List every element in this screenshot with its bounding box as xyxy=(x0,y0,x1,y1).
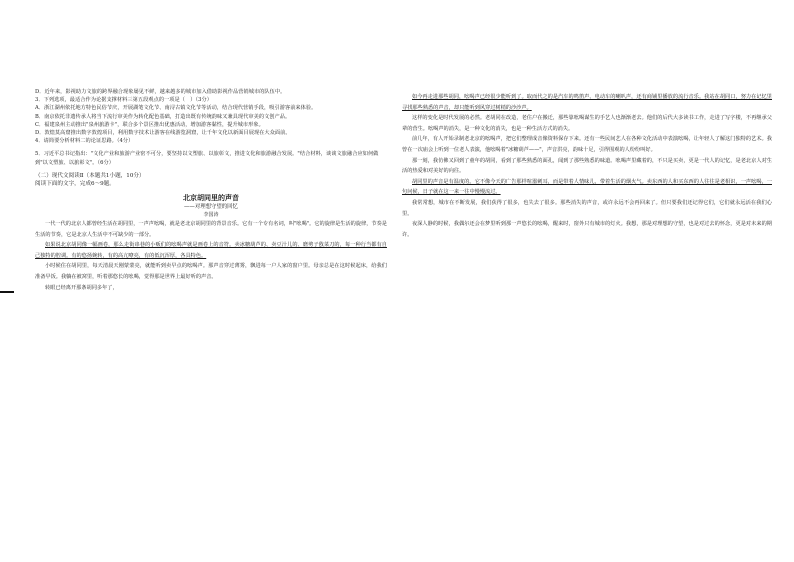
option-a: A．浙江湖州依托地方特色民俗节庆，开展湖笔文化节、南浔古镇文化节等活动，结合现代营销手段，吸引游客前来体验。 xyxy=(35,105,317,112)
option-d: D．敦煌莫高窟推出数字敦煌项目，利用数字技术让游客在线游览洞窟，让千年文化以新面目展现在大众面前。 xyxy=(35,130,291,137)
margin-mark xyxy=(0,291,14,293)
article-paragraph: 如果说北京胡同像一幅画卷，那么走街串巷的小贩们的吆喝声就是画卷上的音符。卖冰糖葫芦的、卖豆汁儿的、磨剪子戗菜刀的，每一种行当都有自己独特的腔调。有的悠扬婉转，有的高亢嘹亮，有的低沉浑厚，各具特色。 xyxy=(35,242,387,259)
question-text: 3．下列选项，最适合作为论据支撑材料三第五段观点的一项是（ ）（3分） xyxy=(35,97,212,104)
article-paragraph: 夜深人静的时候，我偶尔还会在梦里听到那一声悠长的吆喝，醒来时，窗外只有城市的灯火。我想，那是对理想的守望，也是对过去的怀念，更是对未来的期许。 xyxy=(402,221,772,238)
question-text: 5．习近平总书记指出："文化产业和旅游产业密不可分，要坚持以文塑旅、以旅彰文，推进文化和旅游融合发展。"结合材料，谈谈文旅融合应如何做到"以文塑旅、以旅彰文"。（6分） xyxy=(35,151,379,166)
article-paragraph: 小时候住在胡同里，每天清晨天刚蒙蒙亮，就能听到卖早点的吆喝声。那声音穿过薄雾，飘进每一户人家的窗户里。母亲总是在这时候起床，给我们准备早饭。我躺在被窝里，听着那悠长的吆喝，觉得那是世界上最好听的声音。 xyxy=(35,263,387,280)
question-text: 4．请简要分析材料二的论证思路。（4分） xyxy=(35,138,134,145)
question-text: D．近年来，影视助力文旅的跨界融合现象屡见不鲜，越来越多的城市加入借助影视作品营销城市的队伍中。 xyxy=(35,89,286,95)
article-paragraph: 一代一代的北京人都曾经生活在胡同里，一声声吆喝，就是老北京胡同里的背景音乐。它有一个专有名词，叫"吆喝"。它的旋律是生活的旋律，节奏是生活的节奏，它是北京人生活中不可缺少的一部分。 xyxy=(35,221,387,238)
right-column xyxy=(402,92,772,240)
article-paragraph: 那一刻，我仿佛又回到了童年的胡同，看到了那些熟悉的面孔，闻到了那些熟悉的味道。吆喝声里藏着的，不只是买卖，更是一代人的记忆，是老北京人对生活的热爱和对美好的向往。 xyxy=(402,157,772,175)
left-column xyxy=(35,88,387,293)
option-c: C．福建泉州主动推出"泉州旅游卡"，联合多个景区推出优惠活动，增加游客黏性，提升城市形象。 xyxy=(35,121,264,128)
article-author: 李国涛 xyxy=(203,212,219,219)
article-paragraph: 我常常想，城市在不断发展，我们获得了很多，也失去了很多。那些消失的声音，或许永远不会再回来了。但只要我们还记得它们，它们就永远活在我们心里。 xyxy=(402,199,772,217)
article-paragraph: 胡同里的声音是有温度的。它不像今天的广告那样喧嚣刺耳，而是带着人情味儿，带着生活的烟火气。卖东西的人和买东西的人往往是老相识，一声吆喝，一句问候，日子就在这一来一往中慢慢流过。 xyxy=(402,178,772,196)
article-subtitle: ——对理想守望的回忆 xyxy=(184,204,238,211)
section-title: （二）现代文阅读Ⅱ（本题共1小题，10分） xyxy=(35,172,145,179)
article-title: 北京胡同里的声音 xyxy=(183,193,239,203)
article-paragraph: 前几年，有人开始录制老北京的吆喝声，把它们整理成音像资料保存下来。还有一些民间艺人在各种文化活动中表演吆喝，让年轻人了解这门独特的艺术。我曾在一次庙会上听到一位老人表演，他吆喝着"冰糖葫芦——"，声音洪亮，韵味十足，引得围观的人纷纷叫好。 xyxy=(402,136,772,153)
section-instruction: 阅读下面的文字，完成6～9题。 xyxy=(35,181,115,188)
article-paragraph: 转眼已经离开那条胡同多年了， xyxy=(45,284,118,291)
article-paragraph: 如今再走进那些胡同，吆喝声已经很少能听到了。取而代之的是汽车的鸣笛声、电动车的喇叭声，还有商铺里播放的流行音乐。我站在胡同口，努力在记忆里寻找那些熟悉的声音，却只能听到风穿过树梢的沙沙声。 xyxy=(402,94,772,111)
article-paragraph: 这样的变化是时代发展的必然。老胡同在改造，老住户在搬迁，那些靠吆喝谋生的手艺人也渐渐老去。他们的后代大多读书工作，走进了写字楼，不再继承父辈的营生。吆喝声的消失，是一种文化的消失，也是一种生活方式的消失。 xyxy=(402,115,772,132)
option-b: B．南京依托非遗传承人将当下流行审美作为转化配色基础，打造出既有传统韵味又兼具现代审美的文创产品。 xyxy=(35,113,291,120)
